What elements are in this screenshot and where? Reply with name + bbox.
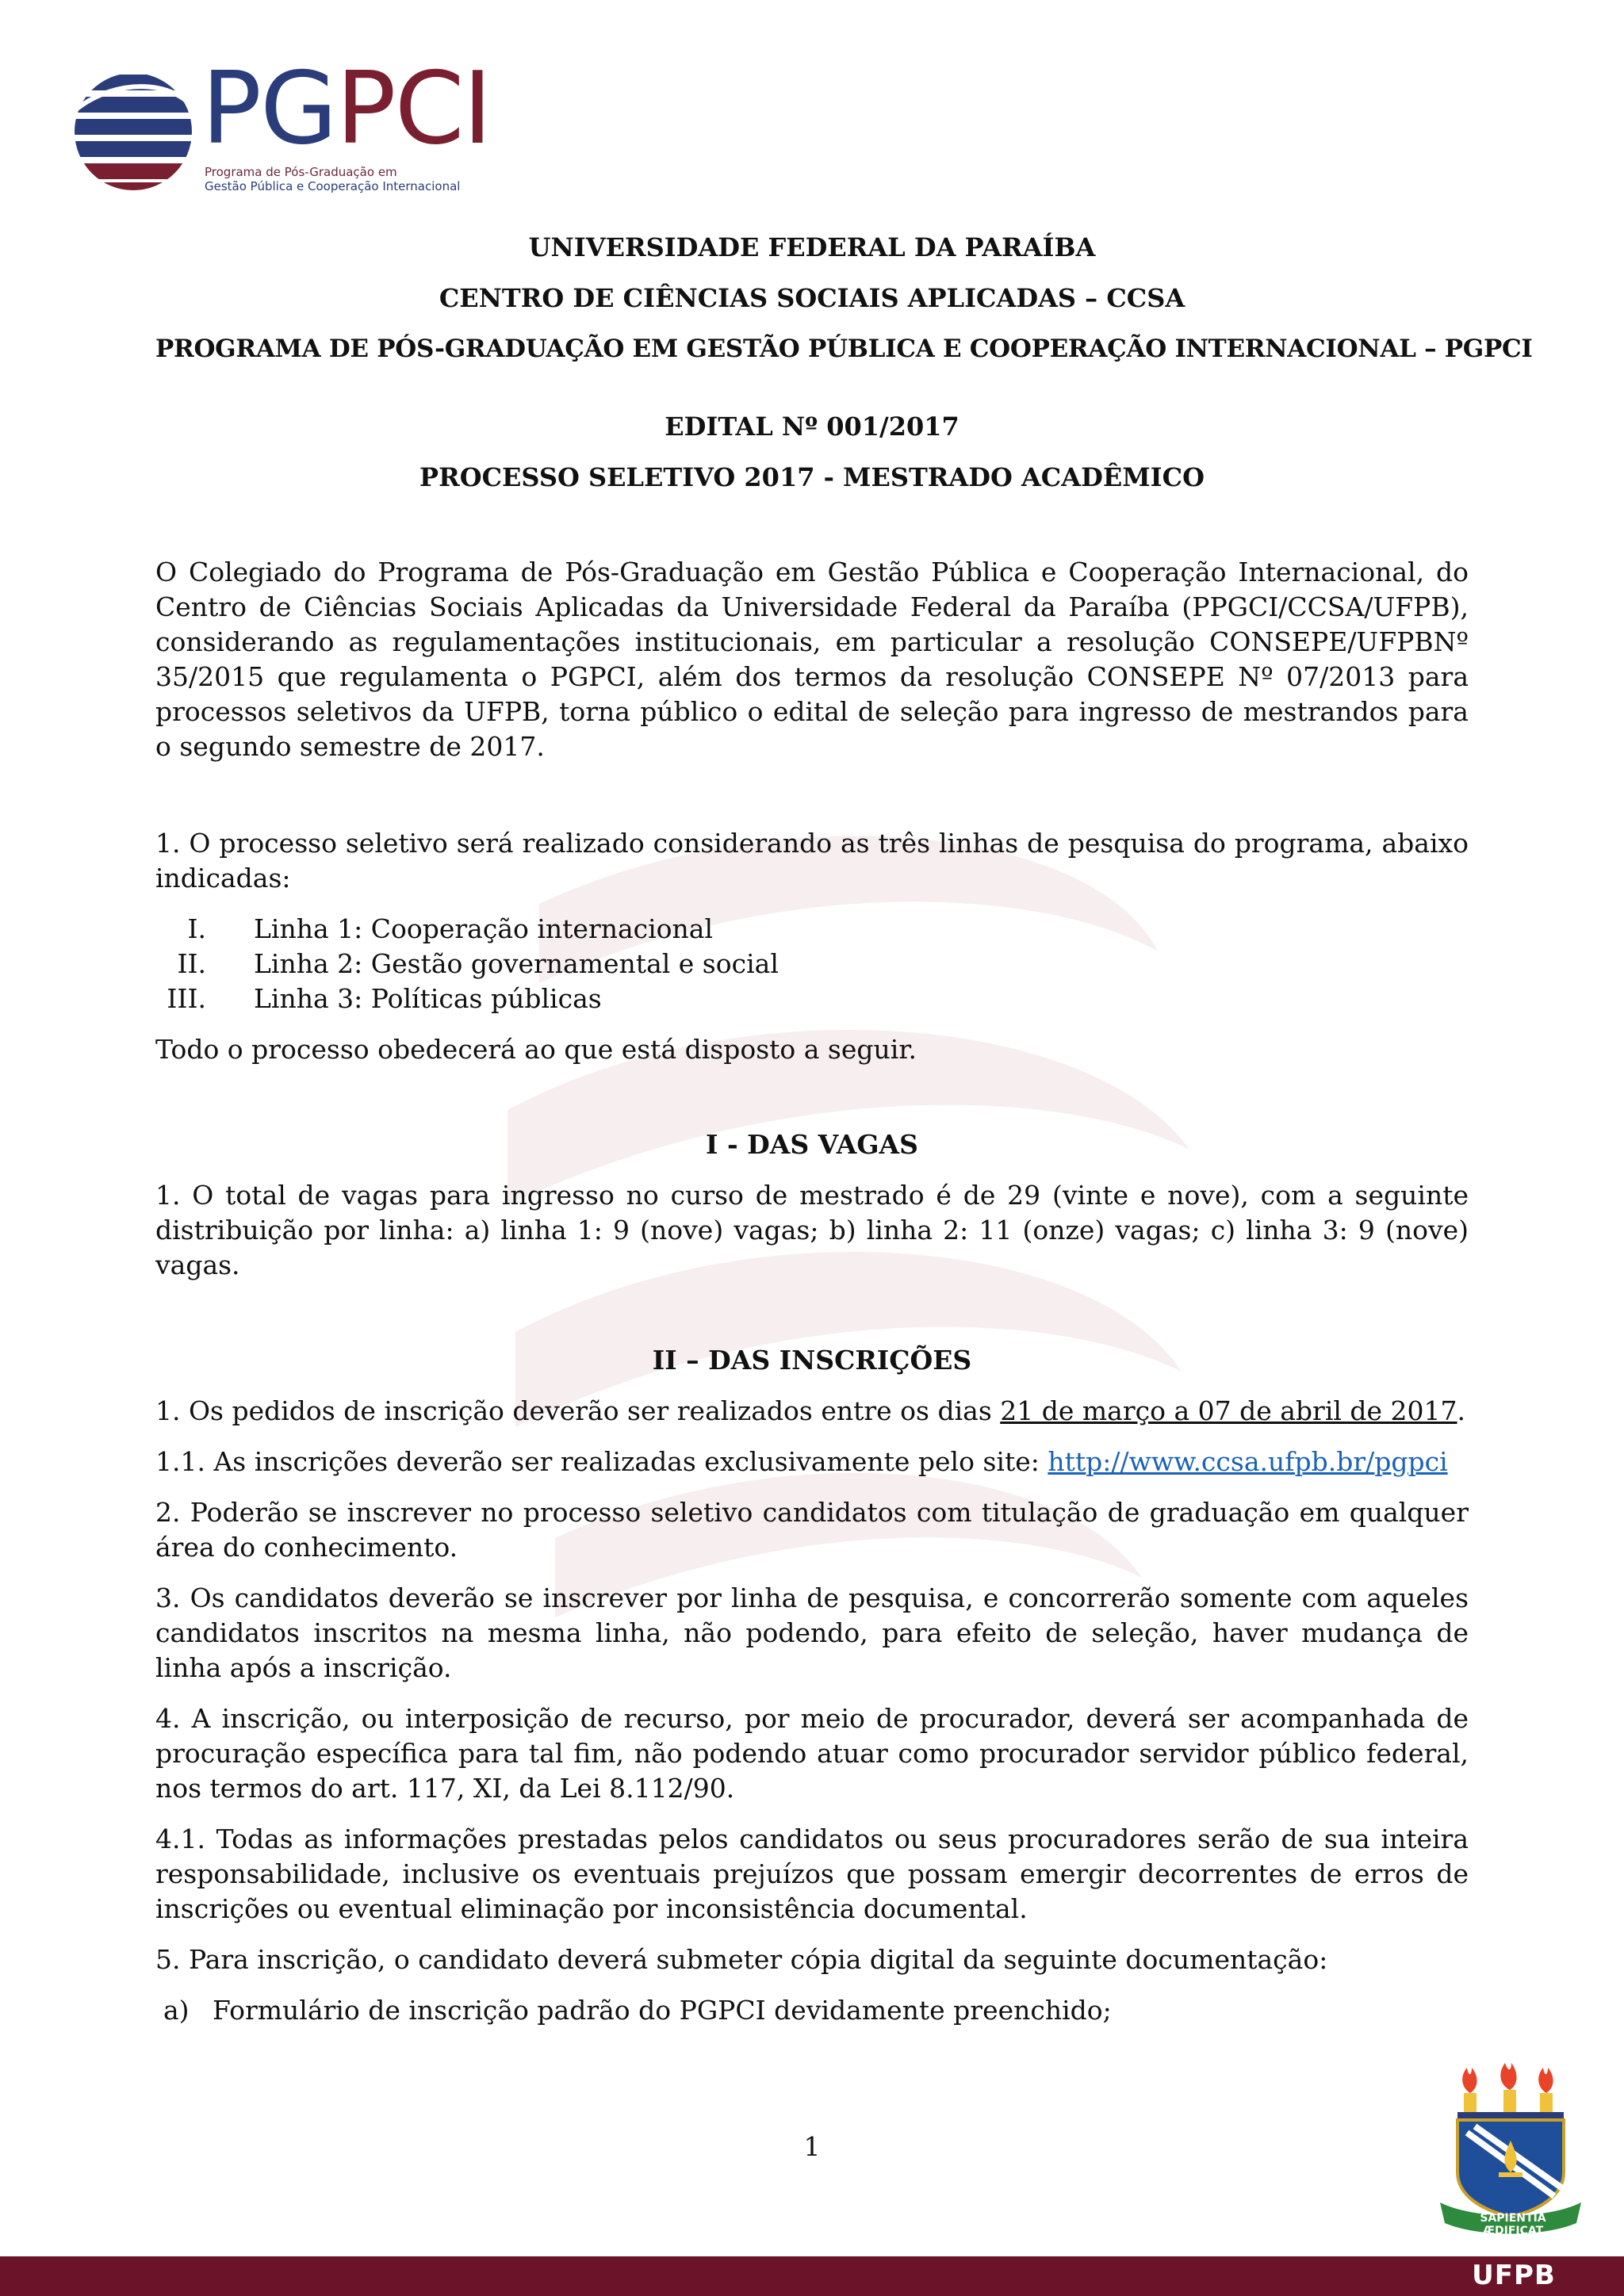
- edital-process: PROCESSO SELETIVO 2017 - MESTRADO ACADÊMICO: [419, 462, 1205, 492]
- page-number: 1: [803, 2131, 821, 2162]
- pgpci-logo: [68, 50, 512, 205]
- section-vagas-title: I - DAS VAGAS: [706, 1129, 918, 1160]
- edital-number: EDITAL Nº 001/2017: [665, 411, 959, 442]
- globe-icon: [68, 62, 201, 197]
- document-item-letter: a): [163, 1995, 190, 2026]
- inscricoes-item-1-1: [155, 1445, 1469, 1479]
- inscricoes-item-4: 4. A inscrição, ou interposição de recurso, por meio de procurador, deverá ser acompanhada de procuração específica para tal fim, não podendo atuar como procurador servidor público federal, nos termos do art. 117, XI, da Lei 8.112/90.: [155, 1703, 1469, 1804]
- header-center: CENTRO DE CIÊNCIAS SOCIAIS APLICADAS – CCSA: [439, 283, 1185, 313]
- ufpb-label: UFPB: [1472, 2260, 1556, 2291]
- inscricoes-item-4-1: 4.1. Todas as informações prestadas pelos candidatos ou seus procuradores serão de sua inteira responsabilidade, inclusive os eventuais prejuízos que possam emergir decorrentes de erros de inscrições ou eventual eliminação por inconsistência documental.: [155, 1823, 1469, 1924]
- research-line-text: Linha 3: Políticas públicas: [254, 983, 602, 1014]
- inscricoes-item-1-suffix: .: [1457, 1395, 1466, 1426]
- research-line-item: [155, 912, 1469, 947]
- torch-icon: [1457, 2063, 1564, 2120]
- header-program: PROGRAMA DE PÓS-GRADUAÇÃO EM GESTÃO PÚBLICA E COOPERAÇÃO INTERNACIONAL – PGPCI: [155, 335, 1533, 363]
- intro-paragraph: O Colegiado do Programa de Pós-Graduação em Gestão Pública e Cooperação Internacional, do Centro de Ciências Sociais Aplicadas da Universidade Federal da Paraíba (PPGCI/CCSA/UFPB), considerando as regulamentações institucionais, em particular a resolução CONSEPE/UFPBNº 35/2015 que regulamenta o PGPCI, além dos termos da resolução CONSEPE Nº 07/2013 para processos seletivos da UFPB, torna público o edital de seleção para ingresso de mestrandos para o segundo semestre de 2017.: [155, 557, 1469, 762]
- logo-title: [201, 50, 491, 166]
- document-item-text: Formulário de inscrição padrão do PGPCI devidamente preenchido;: [213, 1995, 1112, 2026]
- footer-bar: [0, 2256, 1624, 2296]
- inscricoes-item-2: 2. Poderão se inscrever no processo seletivo candidatos com titulação de graduação em qualquer área do conhecimento.: [155, 1497, 1469, 1563]
- logo-subtitle-line2: Gestão Pública e Cooperação Internacional: [205, 179, 461, 193]
- inscricoes-item-5: 5. Para inscrição, o candidato deverá submeter cópia digital da seguinte documentação:: [155, 1944, 1328, 1975]
- research-line-item: [155, 947, 1469, 982]
- research-line-number: II.: [177, 948, 206, 979]
- inscricoes-item-1: [155, 1394, 1469, 1429]
- process-note: Todo o processo obedecerá ao que está disposto a seguir.: [155, 1034, 917, 1065]
- documents-list: [155, 1993, 1469, 2028]
- research-line-number: III.: [167, 983, 206, 1014]
- logo-title-pg: PG: [201, 50, 336, 166]
- research-line-number: I.: [187, 913, 206, 944]
- logo-title-pci: PCI: [335, 50, 491, 166]
- pgpci-site-link[interactable]: http://www.ccsa.ufpb.br/pgpci: [1048, 1446, 1448, 1477]
- logo-subtitle-line1: Programa de Pós-Graduação em: [205, 165, 397, 179]
- research-line-text: Linha 1: Cooperação internacional: [254, 913, 714, 944]
- research-line-item: [155, 982, 1469, 1016]
- inscricoes-item-1-prefix: 1. Os pedidos de inscrição deverão ser realizados entre os dias: [155, 1395, 1001, 1426]
- research-line-text: Linha 2: Gestão governamental e social: [254, 948, 779, 979]
- document-body: [155, 230, 1533, 2028]
- document-item: [155, 1993, 1469, 2028]
- seal-motto: SAPIENTIA ÆDIFICAT: [1480, 2212, 1546, 2237]
- inscricoes-item-1-1-prefix: 1.1. As inscrições deverão ser realizadas exclusivamente pelo site:: [155, 1446, 1048, 1477]
- section-inscricoes-title: II – DAS INSCRIÇÕES: [652, 1345, 972, 1376]
- logo-subtitle: [205, 165, 460, 193]
- inscricoes-dates: 21 de março a 07 de abril de 2017: [1000, 1395, 1457, 1426]
- vagas-item-1: 1. O total de vagas para ingresso no curso de mestrado é de 29 (vinte e nove), com a seguinte distribuição por linha: a) linha 1: 9 (nove) vagas; b) linha 2: 11 (onze) vagas; c) linha 3: 9 (nove) vagas.: [155, 1180, 1469, 1280]
- research-lines-list: [155, 912, 1469, 1016]
- header-university: UNIVERSIDADE FEDERAL DA PARAÍBA: [528, 232, 1096, 262]
- item-1-paragraph: 1. O processo seletivo será realizado considerando as três linhas de pesquisa do programa, abaixo indicadas:: [155, 828, 1469, 894]
- inscricoes-item-3: 3. Os candidatos deverão se inscrever por linha de pesquisa, e concorrerão somente com aqueles candidatos inscritos na mesma linha, não podendo, para efeito de seleção, haver mudança de linha após a inscrição.: [155, 1582, 1469, 1683]
